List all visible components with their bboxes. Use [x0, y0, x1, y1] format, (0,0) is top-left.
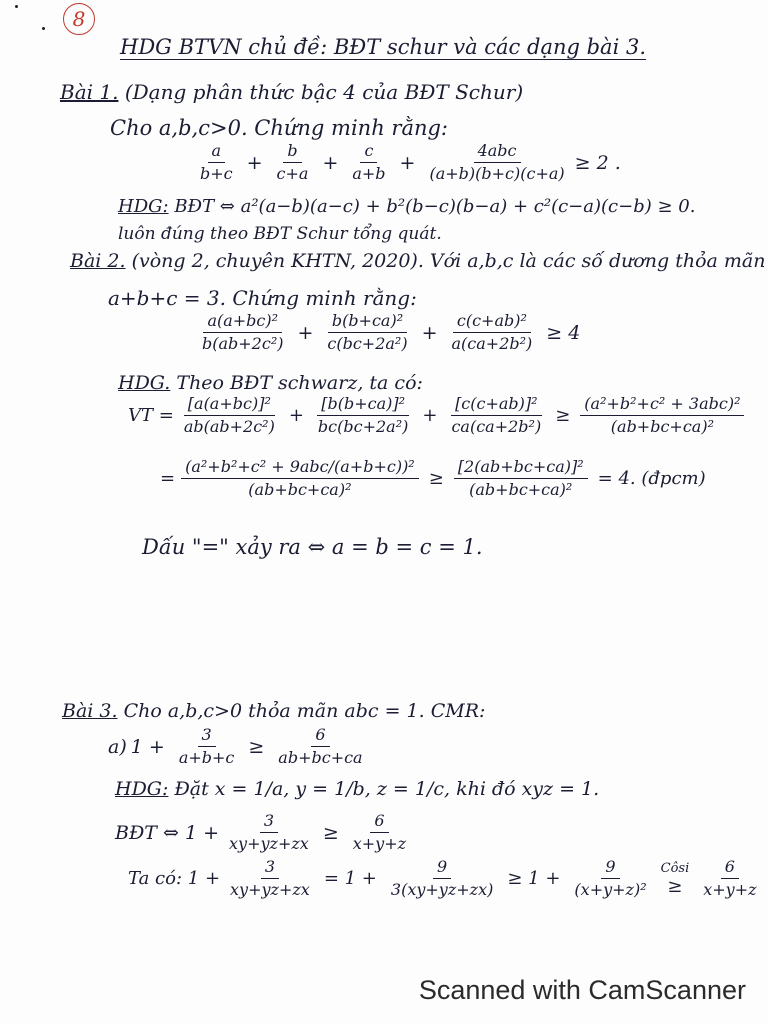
cosi-ineq: Côsi ≥	[660, 860, 690, 897]
fraction: $\frac{\text{[a(a+bc)]²}}{\text{ab(ab+2c²)}}$	[183, 394, 275, 436]
fraction: $\frac{9}{3(xy+yz+zx)}$	[390, 857, 494, 899]
fraction: $\frac{3}{a+b+c}$	[178, 725, 235, 767]
inequality-rhs: ≥ 2 .	[574, 151, 621, 174]
step2-tail: = 4. (đpcm)	[597, 468, 706, 489]
bai3-header	[62, 700, 485, 722]
fraction: $\frac{6}{x+y+z}$	[352, 811, 407, 853]
bai3-taco	[128, 858, 767, 899]
ink-dot	[42, 27, 45, 30]
fraction: $\frac{b}{c+a}$	[276, 141, 309, 183]
bai2-header	[70, 250, 766, 272]
bai1-subtitle: (Dạng phân thức bậc 4 của BĐT Schur)	[124, 80, 524, 104]
hdg-text: BĐT ⇔ a²(a−b)(a−c) + b²(b−c)(b−a) + c²(c−a)(c−b) ≥ 0.	[174, 196, 696, 217]
bai3-heading: Bài 3.	[62, 700, 118, 722]
hdg-label: HDG:	[115, 778, 169, 800]
fraction: $\frac{\text{c(c+ab)²}}{\text{a(ca+2b²)}}$	[451, 311, 533, 353]
cosi-label: Côsi	[660, 860, 690, 876]
fraction: $\frac{\text{[b(b+ca)]²}}{\text{bc(bc+2a²)}}$	[317, 394, 409, 436]
fraction: $\frac{6}{x+y+z}$	[703, 857, 757, 899]
bai3-given: Cho a,b,c>0 thỏa mãn abc = 1. CMR:	[123, 700, 486, 722]
taco-b-prefix: = 1 +	[323, 868, 377, 889]
fraction: $\frac{a}{b+c}$	[200, 141, 233, 183]
part-label: a)	[108, 735, 127, 758]
bdt-prefix: BĐT ⇔ 1 +	[115, 821, 220, 844]
bai2-equality: Dấu "=" xảy ra ⇔ a = b = c = 1.	[142, 535, 483, 559]
bai1-given: Cho a,b,c>0. Chứng minh rằng:	[110, 116, 449, 140]
bai2-given2: a+b+c = 3. Chứng minh rằng:	[108, 286, 417, 310]
bai2-step2: = $\frac{\text{(a²+b²+c² + 9abc/(a+b+c))²}}{\text{(ab+bc+ca)²}}$ ≥ $\frac{\text{[2(ab+bc+ca)]²}}{\text{(ab+bc+ca)²}}$ = 4. (đpcm)	[160, 457, 706, 499]
fraction: $\frac{\text{(a²+b²+c² + 9abc/(a+b+c))²}}{\text{(ab+bc+ca)²}}$	[181, 458, 419, 499]
fraction: $\frac{\text{4abc}}{(a+b)(b+c)(c+a)}$	[429, 141, 565, 183]
fraction: $\frac{c}{a+b}$	[352, 141, 386, 183]
hdg-text: Đặt x = 1/a, y = 1/b, z = 1/c, khi đó xyz = 1.	[174, 778, 600, 800]
bai2-given1: (vòng 2, chuyên KHTN, 2020). Với a,b,c là các số dương thỏa mãn	[131, 250, 766, 272]
fraction: $\frac{3}{xy+yz+zx}$	[229, 811, 309, 853]
taco-prefix: Ta có: 1 +	[128, 868, 221, 889]
fraction: $\frac{\text{(a²+b²+c² + 3abc)²}}{\text{(ab+bc+ca)²}}$	[580, 395, 744, 436]
scanner-watermark: Scanned with CamScanner	[418, 975, 746, 1005]
fraction: $\frac{\text{a(a+bc)²}}{\text{b(ab+2c²)}}$	[202, 311, 284, 353]
bai2-hdg	[118, 372, 423, 394]
page-number-circle: 8	[63, 3, 95, 35]
inequality-rhs: ≥ 4	[546, 321, 581, 344]
fraction: $\frac{\text{[2(ab+bc+ca)]²}}{\text{(ab+bc+ca)²}}$	[454, 458, 588, 499]
page-title: HDG BTVN chủ đề: BĐT schur và các dạng bài 3.	[120, 35, 646, 59]
bai2-heading: Bài 2.	[70, 250, 126, 272]
taco-c-prefix: ≥ 1 +	[507, 868, 561, 889]
bai3-bdt: BĐT ⇔ 1 + $\frac{3}{xy+yz+zx}$ ≥ $\frac{6}{x+y+z}$	[115, 812, 416, 853]
part-a-lhs: 1 +	[130, 735, 165, 758]
bai2-step1: VT = $\frac{\text{[a(a+bc)]²}}{\text{ab(ab+2c²)}}$ + $\frac{\text{[b(b+ca)]²}}{\text{bc(bc+2a²)}}$ + $\frac{\text{[c(c+ab)]²}}{\text{ca(ca+2b²)}}$ ≥ $\frac{\text{(a²+b²+c² + 3abc)²}}{\text{(ab+bc+ca)²}}$	[128, 395, 750, 436]
hdg-label: HDG:	[118, 196, 169, 217]
fraction: $\frac{\text{b(b+ca)²}}{\text{c(bc+2a²)}}$	[327, 311, 408, 353]
hdg-text: Theo BĐT schwarz, ta có:	[176, 372, 423, 394]
ink-dot	[15, 5, 18, 8]
fraction: $\frac{3}{xy+yz+zx}$	[230, 857, 310, 899]
equals-sign: =	[160, 468, 176, 489]
vt-label: VT =	[128, 405, 174, 426]
fraction: $\frac{6}{ab+bc+ca}$	[278, 725, 363, 767]
hdg-label: HDG.	[118, 372, 171, 394]
bai3-hdg	[115, 778, 599, 800]
fraction: $\frac{\text{[c(c+ab)]²}}{\text{ca(ca+2b²)}}$	[451, 394, 542, 436]
bai1-hdg	[118, 196, 695, 217]
bai1-inequality: $\frac{a}{b+c}$ + $\frac{b}{c+a}$ + $\frac{c}{a+b}$ + $\frac{\text{4abc}}{(a+b)(b+c)(c+a)}$ ≥ 2 .	[190, 142, 621, 183]
fraction: $\frac{9}{\text{(x+y+z)²}}$	[574, 857, 647, 899]
bai2-inequality: $\frac{\text{a(a+bc)²}}{\text{b(ab+2c²)}}$ + $\frac{\text{b(b+ca)²}}{\text{c(bc+2a²)}}$ + $\frac{\text{c(c+ab)²}}{\text{a(ca+2b²)}}$ ≥ 4	[192, 312, 584, 353]
bai1-header	[60, 80, 523, 104]
bai1-note: luôn đúng theo BĐT Schur tổng quát.	[118, 224, 442, 244]
bai1-heading: Bài 1.	[60, 80, 119, 104]
bai3-part-a: a) 1 + $\frac{3}{a+b+c}$ ≥ $\frac{6}{ab+bc+ca}$	[108, 726, 373, 767]
